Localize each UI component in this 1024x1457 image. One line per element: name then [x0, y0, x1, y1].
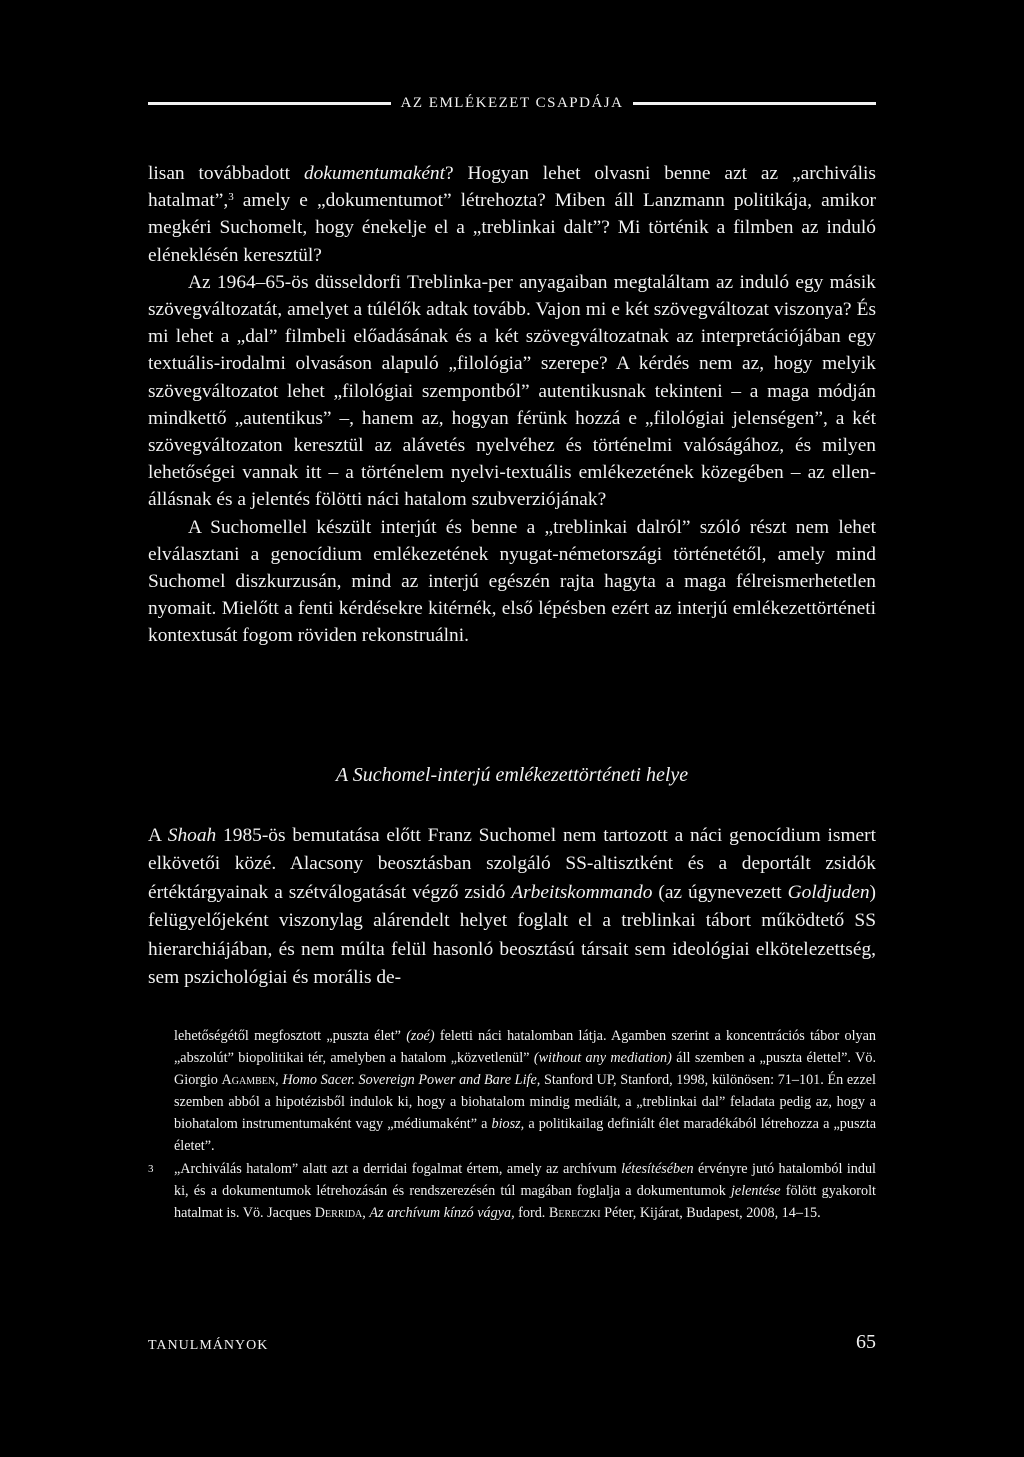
- body-text-lower: [148, 822, 876, 992]
- emphasis: dokumentumaként: [303, 163, 446, 184]
- emphasis: jelentése: [730, 1182, 781, 1199]
- text-run: fölött gyakorolt hatalmat is. Vö. Jacques: [174, 1182, 876, 1221]
- section-heading: A Suchomel-interjú emlékezettörténeti helye: [335, 764, 689, 786]
- text-run: Péter, Kijárat, Budapest, 2008, 14–15.: [600, 1204, 821, 1221]
- running-head-title: AZ EMLÉKEZET CSAPDÁJA: [400, 94, 624, 111]
- emphasis: Arbeitskommando: [511, 881, 653, 903]
- emphasis: biosz,: [491, 1116, 525, 1133]
- emphasis: (zoé): [406, 1028, 435, 1044]
- text-run: lisan továbbadott: [148, 163, 304, 184]
- page-number: 65: [856, 1331, 876, 1353]
- text-run: ,: [275, 1072, 283, 1089]
- text-run: (az úgynevezett: [652, 881, 788, 903]
- text-run: a politikailag definiált élet maradékából létrehozza a „puszta életet”.: [174, 1116, 876, 1155]
- author-name: Agamben: [221, 1072, 276, 1089]
- footnote-3: [148, 1158, 876, 1224]
- header-rule-left: [148, 102, 391, 105]
- emphasis: (without any mediation): [533, 1050, 672, 1067]
- text-run: lehetőségétől megfosztott „puszta élet”: [174, 1028, 407, 1044]
- footnote-number: 3: [148, 1162, 154, 1175]
- emphasis: Az archívum kínzó vágya,: [369, 1204, 515, 1221]
- emphasis: Homo Sacer. Sovereign Power and Bare Life,: [282, 1072, 541, 1089]
- author-name: Derrida: [314, 1204, 363, 1221]
- text-run: érvényre jutó hatalomból indul ki, és a dokumentumok létrehozásán és rendszerezésén túl magában foglalja a dokumentumok: [174, 1160, 876, 1199]
- text-run: ford.: [514, 1204, 549, 1221]
- footnotes: [148, 1025, 876, 1224]
- section-label: TANULMÁNYOK: [148, 1338, 269, 1353]
- text-run: feletti náci hatalomban látja. Agamben szerint a koncentrációs tábor olyan „abszolút” biopolitikai tér, amelyben a hatalom „közvetlenül”: [174, 1028, 877, 1067]
- text-run: A: [148, 825, 168, 846]
- text-run: „Archiválás hatalom” alatt azt a derridai fogalmat értem, amely az archívum: [174, 1160, 622, 1177]
- paragraph-4: [148, 822, 876, 992]
- author-name: Bereczki: [548, 1204, 601, 1221]
- emphasis: létesítésében: [621, 1160, 694, 1177]
- text-run: áll szemben a „puszta élettel”. Vö. Giorgio: [174, 1050, 876, 1089]
- running-head: [148, 93, 876, 113]
- paragraph-2: Az 1964–65-ös düsseldorfi Treblinka-per anyagaiban megtaláltam az induló egy másik szövegváltozatát, amelyet a túlélők adtak tovább. Vajon mi e két szövegváltozat viszonya? És mi lehet a „dal” filmbeli előadásának és a két szövegváltozatnak az interpretációjában egy textuális-irodalmi olvasáson alapuló „filológia” szerepe? A kérdés nem az, hogy melyik szövegváltozatot lehet „filológiai szempontból” autentikusnak tekinteni – a maga módján mindkettő „autentikus” –, hanem az, hogyan férünk hozzá e „filológiai jelenségen”, a két szövegváltozaton keresztül az alávetés nyelvéhez és történelmi valóságához, és milyen lehetőségei vannak itt – a történelem nyelvi-textuális emlékezetének közegében – az ellenállásnak és a jelentés fölötti náci hatalom szubverziójának?: [148, 271, 876, 511]
- paragraph-3: A Suchomellel készült interjút és benne a „treblinkai dalról” szóló részt nem lehet elválasztani a genocídium emlékezetének nyugat-németországi történetétől, amely mind Suchomel diszkurzusán, mind az interjú egészén rajta hagyta a maga félreismerhetetlen nyomait. Mielőtt a fenti kérdésekre kitérnék, első lépésben ezért az interjú emlékezettörténeti kontextusát fogom röviden rekonstruálni.: [148, 516, 876, 647]
- text-run: 1985-ös bemutatása előtt Franz Suchomel nem tartozott a náci genocídium ismert elkövetői közé. Alacsony beosztásban szolgáló SS-altisztként és a deportált zsidók értéktárgyainak a szétválogatását végző zsidó: [148, 825, 876, 903]
- text-run: amely e „dokumentumot” létrehozta? Miben áll Lanzmann politikája, amikor megkéri Suchomelt, hogy énekelje el a „treblinkai dalt”? Mi történik a filmben az induló eléneklésén keresztül?: [148, 190, 876, 266]
- text-run: ,: [362, 1204, 370, 1221]
- footnote-continuation: [148, 1025, 876, 1158]
- text-run: Stanford UP, Stanford, 1998, különösen: 71–101. Én ezzel szemben abból a hipotézisből indulok ki, hogy a biohatalom mindig mediált, a „treblinkai dal” feladata pedig az, hogy a biohatalom instrumentumaként vagy „médiumaként” a: [174, 1072, 876, 1133]
- body-text-upper: [148, 160, 876, 650]
- emphasis: Goldjuden: [787, 881, 870, 903]
- paragraph-1: [148, 160, 876, 269]
- emphasis: Shoah: [167, 825, 217, 846]
- header-rule-right: [633, 102, 876, 105]
- text-run: ) felügyelőjeként viszonylag alárendelt helyet foglalt el a treblinkai tábort működtető SS hierarchiájában, és nem múlta felül hasonló beosztású társait sem ideológiai elkötelezettség, sem pszichológiai és morális de-: [148, 881, 876, 989]
- text-run: ? Hogyan lehet olvasni benne azt az „archivális hatalmat”,: [148, 163, 876, 212]
- footnote-ref-3[interactable]: 3: [228, 191, 234, 204]
